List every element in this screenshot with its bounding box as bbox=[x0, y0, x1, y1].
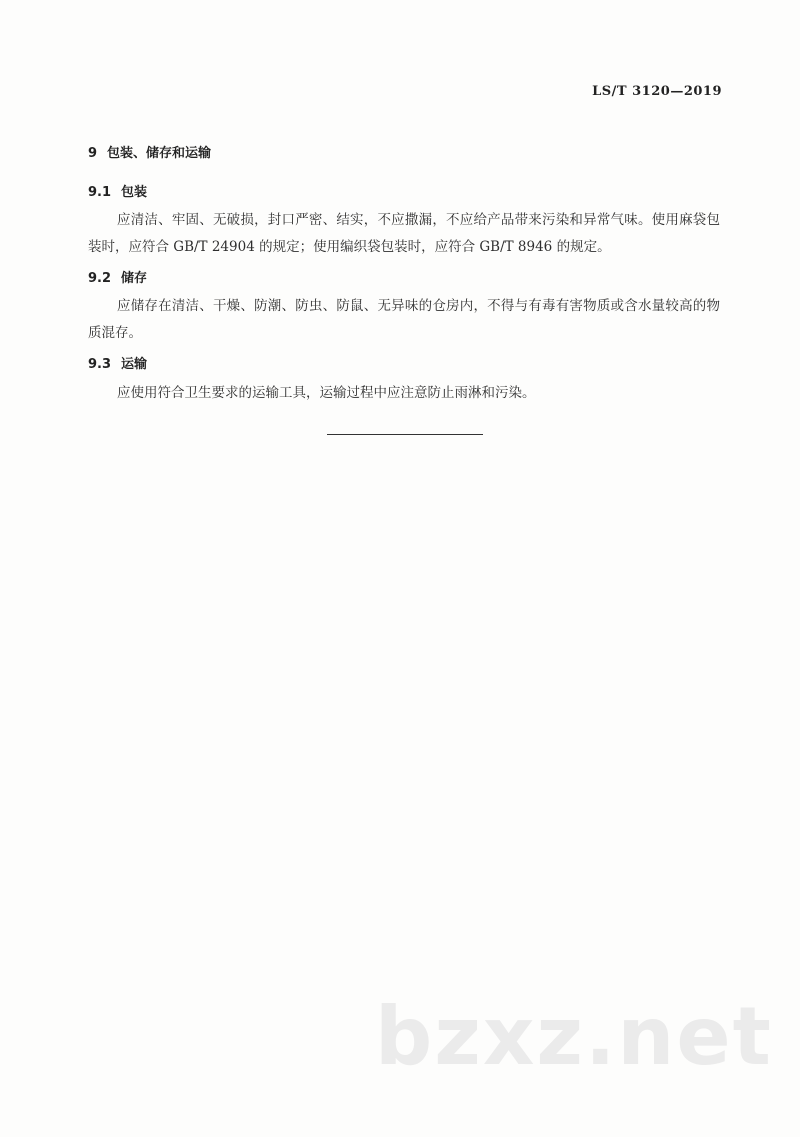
section-9-2-paragraph: 应储存在清洁、干燥、防潮、防虫、防鼠、无异味的仓房内，不得与有毒有害物质或含水量较高的物质混存。 bbox=[88, 298, 720, 341]
section-9-2-title: 储存 bbox=[121, 271, 148, 286]
end-of-document-rule bbox=[327, 434, 483, 435]
section-9-1-heading bbox=[88, 181, 147, 200]
section-9-heading bbox=[88, 142, 211, 161]
section-9-1-paragraph: 应清洁、牢固、无破损，封口严密、结实，不应撒漏，不应给产品带来污染和异常气味。使用麻袋包装时，应符合 GB/T 24904 的规定；使用编织袋包装时，应符合 GB/T 8946 的规定。 bbox=[88, 212, 720, 255]
section-9-number: 9 bbox=[88, 146, 98, 161]
section-9-1-number: 9.1 bbox=[88, 185, 112, 200]
section-9-title: 包装、储存和运输 bbox=[107, 146, 212, 161]
standard-code: LS/T 3120—2019 bbox=[592, 84, 722, 99]
section-9-3-paragraph: 应使用符合卫生要求的运输工具，运输过程中应注意防止雨淋和污染。 bbox=[117, 385, 536, 401]
section-9-3-title: 运输 bbox=[121, 357, 148, 372]
watermark: bzxz.net bbox=[375, 990, 773, 1083]
section-9-3-number: 9.3 bbox=[88, 357, 112, 372]
section-9-2-number: 9.2 bbox=[88, 271, 112, 286]
section-9-1-title: 包装 bbox=[121, 185, 148, 200]
section-9-2-heading bbox=[88, 267, 147, 286]
section-9-3-heading bbox=[88, 353, 147, 372]
